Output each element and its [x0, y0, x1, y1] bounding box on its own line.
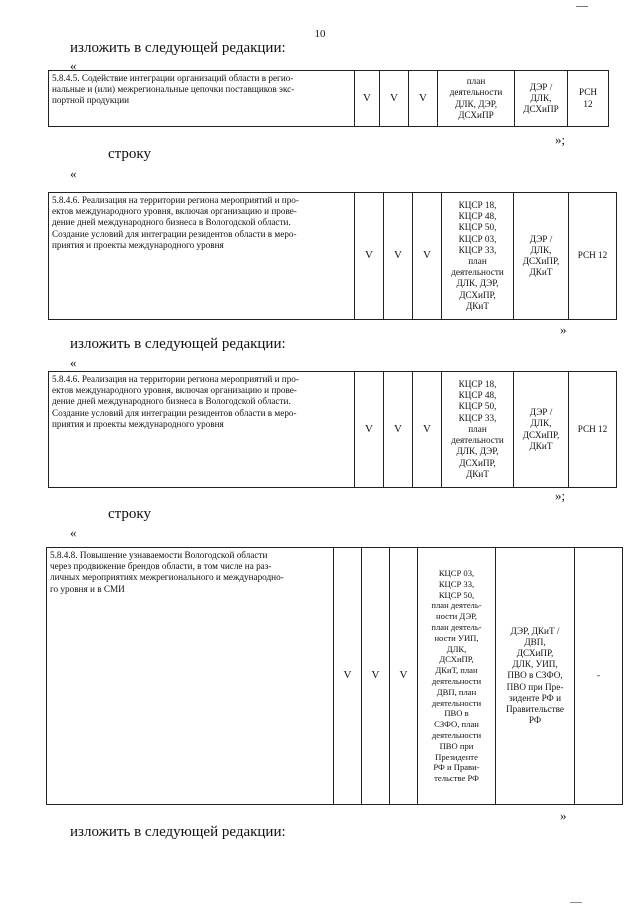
executor-cell: ДЭР / ДЛК, ДСХиПР — [515, 71, 568, 127]
table-5-8-4-8 — [46, 547, 623, 805]
mark-cell: V — [409, 71, 438, 127]
mark-cell: V — [362, 548, 390, 805]
rsn-cell: РСН 12 — [568, 71, 609, 127]
close-quote: »; — [555, 488, 566, 503]
funding-source-cell: КЦСР 03, КЦСР 33, КЦСР 50, план деятель- ности ДЭР, план деятель- ности УИП, ДЛК, ДСХиПР, ДКиТ, план деятельности ДВП, план деятельности ПВО в СЗФО, план деятельности ПВО при Президенте РФ и Прави- тельстве РФ — [418, 548, 496, 805]
table-5-8-4-6-new — [48, 371, 617, 488]
row-label: строку — [108, 146, 151, 162]
activity-cell: 5.8.4.6. Реализация на территории региона мероприятий и про- ектов международного уровня, включая организацию и прове- дение дней международного бизнеса в Вологодской области. Создание условий для интеграции резидентов области в меро- приятия и проекты международного уровня — [49, 193, 355, 320]
close-quote: » — [560, 808, 567, 823]
table-row — [49, 71, 609, 127]
mark-cell: V — [380, 71, 409, 127]
open-quote: « — [70, 58, 77, 73]
open-quote: « — [70, 166, 77, 181]
executor-cell: ДЭР / ДЛК, ДСХиПР, ДКиТ — [514, 193, 569, 320]
rsn-cell: - — [575, 548, 623, 805]
executor-cell: ДЭР, ДКиТ / ДВП, ДСХиПР, ДЛК, УИП, ПВО в СЗФО, ПВО при Пре- зиденте РФ и Правительстве РФ — [496, 548, 575, 805]
activity-cell: 5.8.4.6. Реализация на территории региона мероприятий и про- ектов международного уровня, включая организацию и прове- дение дней международного бизнеса в Вологодской области. Создание условий для интеграции резидентов области в меро- приятия и проекты международного уровня — [49, 372, 355, 488]
mark-cell: V — [413, 193, 442, 320]
scan-edge-mark — [570, 902, 582, 903]
close-quote: »; — [555, 132, 566, 147]
rsn-cell: РСН 12 — [569, 372, 617, 488]
activity-cell: 5.8.4.5. Содействие интеграции организаций области в регио- нальные и (или) межрегиональные цепочки поставщиков экс- портной продукции — [49, 71, 355, 127]
mark-cell: V — [334, 548, 362, 805]
table-5-8-4-6-old — [48, 192, 617, 320]
open-quote: « — [70, 355, 77, 370]
mark-cell: V — [390, 548, 418, 805]
open-quote: « — [70, 525, 77, 540]
mark-cell: V — [355, 71, 380, 127]
rsn-cell: РСН 12 — [569, 193, 617, 320]
table-5-8-4-5 — [48, 70, 609, 127]
edit-instruction: изложить в следующей редакции: — [70, 336, 286, 352]
table-row — [49, 193, 617, 320]
funding-source-cell: КЦСР 18, КЦСР 48, КЦСР 50, КЦСР 33, план деятельности ДЛК, ДЭР, ДСХиПР, ДКиТ — [442, 372, 514, 488]
funding-source-cell: план деятельности ДЛК, ДЭР, ДСХиПР — [438, 71, 515, 127]
edit-instruction: изложить в следующей редакции: — [70, 40, 286, 56]
row-label: строку — [108, 506, 151, 522]
scan-edge-mark — [576, 6, 588, 7]
table-row — [47, 548, 623, 805]
mark-cell: V — [355, 193, 384, 320]
mark-cell: V — [384, 193, 413, 320]
executor-cell: ДЭР / ДЛК, ДСХиПР, ДКиТ — [514, 372, 569, 488]
table-row — [49, 372, 617, 488]
close-quote: » — [560, 322, 567, 337]
edit-instruction: изложить в следующей редакции: — [70, 824, 286, 840]
page-number: 10 — [314, 28, 326, 40]
mark-cell: V — [355, 372, 384, 488]
mark-cell: V — [384, 372, 413, 488]
mark-cell: V — [413, 372, 442, 488]
activity-cell: 5.8.4.8. Повышение узнаваемости Вологодской области через продвижение брендов области, в том числе на раз- личных мероприятиях межрегионального и международно- го уровня и в СМИ — [47, 548, 334, 805]
funding-source-cell: КЦСР 18, КЦСР 48, КЦСР 50, КЦСР 03, КЦСР 33, план деятельности ДЛК, ДЭР, ДСХиПР, ДКиТ — [442, 193, 514, 320]
